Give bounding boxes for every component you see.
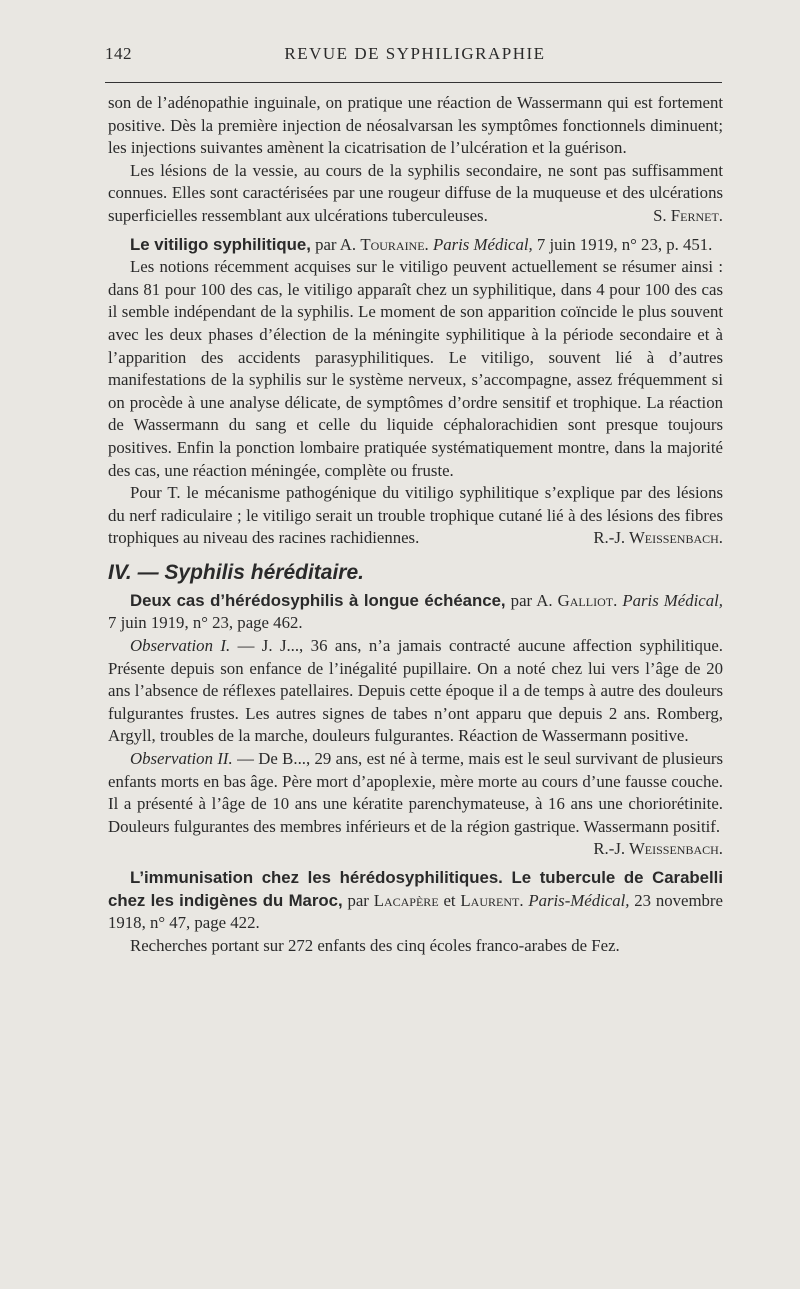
article4-citation: 23 novembre 1918, n° 47, page 422. <box>108 890 723 933</box>
article4-title: L’immunisation chez les hérédosyphilitiques. Le tubercule de Carabelli chez les indigènes du Maroc, <box>108 868 723 910</box>
article2-title: Le vitiligo syphilitique, <box>130 234 311 254</box>
observation-2-label: Observation II. <box>130 749 233 769</box>
page-header <box>105 44 725 68</box>
article4-author-2: Laurent. <box>460 890 524 910</box>
article2-citation: 7 juin 1919, n° 23, p. 451. <box>536 234 713 254</box>
article3-observation-2 <box>108 748 723 838</box>
article3-observation-1 <box>108 635 723 748</box>
observation-1-label: Observation I. <box>130 636 231 656</box>
article2-journal: Paris Médical, <box>432 234 533 254</box>
article4-and: et <box>443 890 456 910</box>
article4-author-1: Lacapère <box>373 890 439 910</box>
article1-paragraph-1: son de l’adénopathie inguinale, on pratique une réaction de Wassermann qui est fortement positive. Dès la première injection de néosalvarsan les symptômes fonctionnels diminuent; les injections suivantes amènent la cicatrisation de l’ulcération et la guérison. <box>108 93 723 158</box>
article1-signature: S. Fernet. <box>653 205 723 225</box>
article3-by: par A. <box>510 590 553 610</box>
observation-1-text: — J. J..., 36 ans, n’a jamais contracté aucune affection syphilitique. Présente depuis son enfance de l’inégalité pupillaire. On a noté chez lui vers l’âge de 20 ans l’absence de réflexes patellaires. Depuis cette époque il a de temps à autre des douleurs fulgurantes frustes. Les autres signes de tabes n’ont apparu que depuis 2 ans. Romberg, Argyll, troubles de la marche, douleurs fulgurantes. Réaction de Wassermann positive. <box>108 636 723 746</box>
page-number: 142 <box>105 44 132 63</box>
article2-by: par A. <box>315 234 357 254</box>
article4-journal: Paris-Médical, <box>528 890 630 910</box>
article2-paragraph-1: Les notions récemment acquises sur le vitiligo peuvent actuellement se résumer ainsi : dans 81 pour 100 des cas, le vitiligo apparaît chez un syphilitique, dans 4 pour 100 des cas il semble indépendant de la syphilis. Le moment de son apparition coïncide le plus souvent avec les deux phases d’élection de la méningite syphilitique à la période secondaire et à l’apparition des accidents parasyphilitiques. Le vitiligo, souvent lié à d’autres manifestations de la syphilis sur le système nerveux, s’accompagne, assez fréquemment si on procède à une analyse délicate, de symptômes d’ordre sensitif et trophique. La réaction de Wassermann du sang et celle du liquide céphalorachidien sont presque toujours positives. Enfin la ponction lombaire pratiquée systématiquement montre, dans la majorité des cas, une réaction méningée, complète ou fruste. <box>108 257 723 480</box>
header-rule <box>105 82 722 83</box>
article2-paragraph-2 <box>108 482 723 550</box>
article2-signature: R.-J. Weissenbach. <box>593 528 723 548</box>
article2-paragraph-2-text: Pour T. le mécanisme pathogénique du vitiligo syphilitique s’explique par des lésions du nerf radiculaire ; le vitiligo serait un trouble trophique cutané lié à des lésions des fibres trophiques au niveau des racines rachidiennes. <box>108 483 723 548</box>
article2-author: Touraine. <box>360 234 429 254</box>
article4-paragraph-1: Recherches portant sur 272 enfants des cinq écoles franco-arabes de Fez. <box>130 935 620 955</box>
observation-2-text: — De B..., 29 ans, est né à terme, mais est le seul survivant de plusieurs enfants morts en bas âge. Père mort d’apoplexie, mère morte au cours d’une fausse couche. Il a présenté à l’âge de 10 ans une kératite parenchymateuse, à 16 ans une choriorétinite. Douleurs fulgurantes des membres inférieurs et de la région gastrique. Wassermann positif. <box>108 749 724 836</box>
article3-signature: R.-J. Weissenbach. <box>593 839 723 859</box>
page-content <box>108 92 723 957</box>
article3-author: Galliot. <box>557 590 618 610</box>
article4-by: par <box>347 890 369 910</box>
section-heading: IV. — Syphilis héréditaire. <box>108 560 364 584</box>
article2-heading <box>108 234 723 257</box>
article3-title: Deux cas d’hérédosyphilis à longue échéance, <box>130 590 506 610</box>
article3-journal: Paris Médical, <box>622 590 723 610</box>
article1-paragraph-2-text: Les lésions de la vessie, au cours de la syphilis secondaire, ne sont pas suffisamment connues. Elles sont caractérisées par une rougeur diffuse de la muqueuse et des ulcérations superficielles ressemblant aux ulcérations tuberculeuses. <box>108 160 723 225</box>
article4-heading <box>108 867 723 935</box>
running-title: REVUE DE SYPHILIGRAPHIE <box>284 44 546 63</box>
article3-heading <box>108 590 723 635</box>
article1-paragraph-2 <box>108 160 723 228</box>
article3-citation: 7 juin 1919, n° 23, page 462. <box>108 613 303 633</box>
